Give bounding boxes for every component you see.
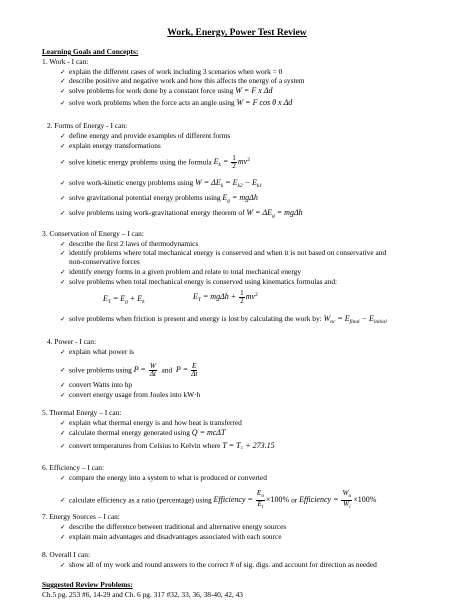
list-item: ✓ solve problems for work done by a constant force using W = F x Δd <box>60 86 273 95</box>
checkmark-icon: ✓ <box>60 278 66 286</box>
checkmark-icon: ✓ <box>60 429 66 437</box>
section-2-heading: 2. Forms of Energy - I can: <box>47 121 128 130</box>
learning-goals-heading: Learning Goals and Concepts: <box>42 47 139 56</box>
list-item: ✓ compare the energy into a system to what is produced or converted <box>60 473 267 482</box>
checkmark-icon: ✓ <box>60 496 66 505</box>
power-work-formula: P = $\frac{W}{\Delta t}$ <box>133 362 156 378</box>
list-item: ✓ solve work-kinetic energy problems using $W = \Delta E_k = E_{k2} - E_{k1}$ <box>60 178 262 189</box>
checkmark-icon: ✓ <box>60 209 66 217</box>
checkmark-icon: ✓ <box>60 561 66 569</box>
list-item: ✓ convert temperatures from Celsius to Kelvin where T = T꜀ + 273.15 <box>60 441 275 450</box>
checkmark-icon: ✓ <box>60 240 66 248</box>
checkmark-icon: ✓ <box>60 366 66 375</box>
list-item: ✓ describe the difference between traditional and alternative energy sources <box>60 522 287 531</box>
checkmark-icon: ✓ <box>60 77 66 85</box>
checkmark-icon: ✓ <box>60 315 66 323</box>
checkmark-icon: ✓ <box>60 268 66 276</box>
list-item: ✓ solve problems using work-gravitational energy theorem of $W = \Delta E_g = mg\Delta h$ <box>60 208 303 219</box>
section-7-heading: 7. Energy Sources – I can: <box>42 512 120 521</box>
list-item: ✓ explain main advantages and disadvantages associated with each source <box>60 532 282 541</box>
checkmark-icon: ✓ <box>60 87 66 95</box>
efficiency-work-formula: Efficiency = $\frac{W_o}{W_i}$ ×100% <box>299 489 377 510</box>
review-heading: Suggested Review Problems: <box>42 580 133 589</box>
checkmark-icon: ✓ <box>60 348 66 356</box>
checkmark-icon: ✓ <box>60 442 66 450</box>
list-item: ✓ explain what power is <box>60 347 135 356</box>
gravitational-energy-formula: $E_g = mg\Delta h$ <box>222 193 258 204</box>
list-item: ✓ identify energy forms in a given problem and relate to total mechanical energy <box>60 267 302 276</box>
list-item: ✓ calculate efficiency as a ratio (percentage) using Efficiency = $\frac{E_o}{E_i}$ ×100% or Efficiency = $\frac{W_o}{W_i}$ ×100% <box>60 489 377 510</box>
list-item: ✓ solve work problems when the force acts an angle using W = F cos θ x Δd <box>60 98 293 107</box>
checkmark-icon: ✓ <box>60 523 66 531</box>
checkmark-icon: ✓ <box>60 533 66 541</box>
checkmark-icon: ✓ <box>60 249 66 257</box>
list-item: ✓ define energy and provide examples of different forms <box>60 131 231 140</box>
checkmark-icon: ✓ <box>60 474 66 482</box>
list-item: ✓ explain what thermal energy is and how heat is transferred <box>60 418 242 427</box>
list-item: ✓ solve problems when total mechanical energy is conserved using kinematics formulas and: <box>60 277 338 286</box>
list-item: ✓ identify problems where total mechanical energy is conserved and when it is not based on conservative and <box>60 248 387 257</box>
list-item: ✓ show all of my work and round answers to the correct # of sig. digs. and account for direction as needed <box>60 560 377 569</box>
checkmark-icon: ✓ <box>60 142 66 150</box>
checkmark-icon: ✓ <box>60 419 66 427</box>
kinetic-energy-formula: $E_k$ = $\frac{1}{2}$ $mv^2$ <box>213 154 250 170</box>
list-item: ✓ describe positive and negative work and how this affects the energy of a system <box>60 76 305 85</box>
list-item: ✓ explain energy transformations <box>60 141 161 150</box>
checkmark-icon: ✓ <box>60 158 66 167</box>
angled-work-formula: W = F cos θ x Δd <box>236 98 293 107</box>
section-1-heading: 1. Work - I can: <box>42 57 89 66</box>
list-item: ✓ solve gravitational potential energy problems using $E_g = mg\Delta h$ <box>60 193 258 204</box>
checkmark-icon: ✓ <box>60 381 66 389</box>
kelvin-formula: T = T꜀ + 273.15 <box>222 441 275 450</box>
checkmark-icon: ✓ <box>60 194 66 202</box>
checkmark-icon: ✓ <box>60 68 66 76</box>
section-8-heading: 8. Overall I can: <box>42 550 91 559</box>
section-3-heading: 3. Conservation of Energy – I can: <box>42 229 144 238</box>
list-item: ✓ convert energy usage from Joules into kW·h <box>60 390 201 399</box>
list-item-continuation: non-conservative forces <box>69 257 140 266</box>
total-energy-expanded-formula: $E_T = mg\Delta h$ + $\frac{1}{2}$ $mv^2$ <box>193 289 258 305</box>
checkmark-icon: ✓ <box>60 132 66 140</box>
power-energy-formula: P = $\frac{E}{\Delta t}$ <box>175 362 198 378</box>
list-item: ✓ solve problems using P = $\frac{W}{\Delta t}$ and P = $\frac{E}{\Delta t}$ <box>60 362 198 378</box>
checkmark-icon: ✓ <box>60 99 66 107</box>
document-title: Work, Energy, Power Test Review <box>167 27 307 38</box>
list-item: ✓ explain the different cases of work including 3 scenarios when work = 0 <box>60 67 283 76</box>
list-item: ✓ calculate thermal energy generated using Q = mcΔT <box>60 428 226 437</box>
section-4-heading: 4. Power - I can: <box>47 337 97 346</box>
section-6-heading: 6. Efficiency – I can: <box>42 463 105 472</box>
work-formula: W = F x Δd <box>235 86 273 95</box>
work-gravitational-formula: $W = \Delta E_g = mg\Delta h$ <box>246 208 303 219</box>
list-item: ✓ solve kinetic energy problems using the formula $E_k$ = $\frac{1}{2}$ $mv^2$ <box>60 154 250 170</box>
review-problems: Ch.5 pg. 253 #6, 14-29 and Ch. 6 pg. 317 #32, 33, 36, 38-40, 42, 43 <box>42 590 243 599</box>
checkmark-icon: ✓ <box>60 391 66 399</box>
total-energy-formula: $E_T = E_g + E_k$ <box>103 294 145 305</box>
checkmark-icon: ✓ <box>60 179 66 187</box>
thermal-energy-formula: Q = mcΔT <box>191 428 226 437</box>
efficiency-energy-formula: Efficiency = $\frac{E_o}{E_i}$ ×100% <box>213 489 290 510</box>
section-5-heading: 5. Thermal Energy – I can: <box>42 408 122 417</box>
list-item: ✓ describe the first 2 laws of thermodynamics <box>60 239 199 248</box>
work-kinetic-formula: $W = \Delta E_k = E_{k2} - E_{k1}$ <box>195 178 262 189</box>
friction-work-formula: $W_{nc} = E_{final} - E_{initial}$ <box>323 314 387 325</box>
list-item: ✓ convert Watts into hp <box>60 380 133 389</box>
list-item: ✓ solve problems when friction is present and energy is lost by calculating the work by: $W_{nc} = E_{final} - E_{initial}$ <box>60 314 387 325</box>
